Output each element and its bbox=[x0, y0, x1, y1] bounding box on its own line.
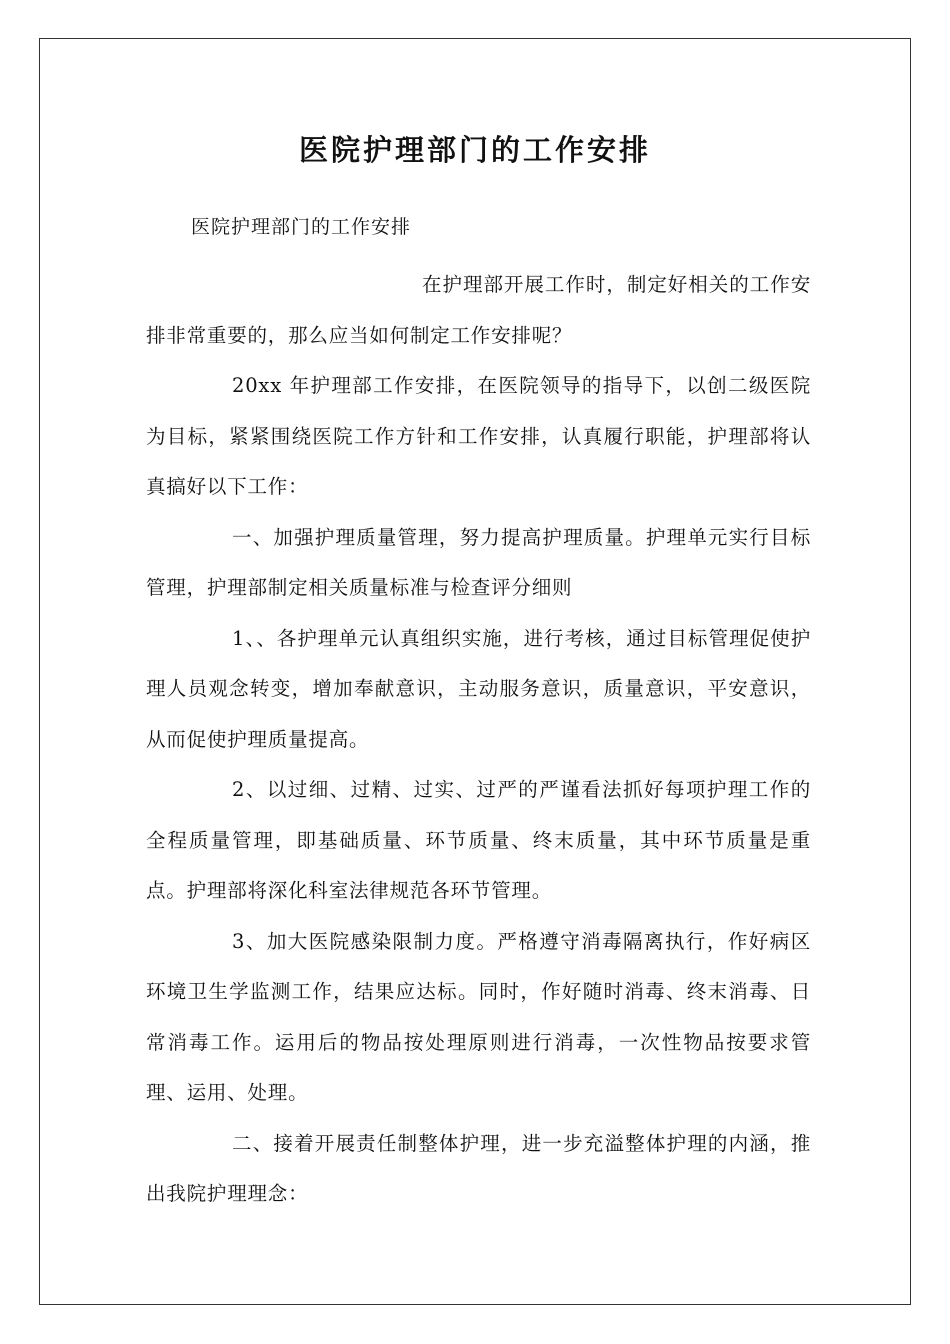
document-title: 医院护理部门的工作安排 bbox=[298, 133, 651, 167]
paragraph-section-two: 二、接着开展责任制整体护理，进一步充溢整体护理的内涵，推出我院护理理念： bbox=[146, 1131, 811, 1205]
paragraph-section-one: 一、加强护理质量管理，努力提高护理质量。护理单元实行目标管理，护理部制定相关质量标准与检查评分细则 bbox=[146, 525, 811, 599]
document-body bbox=[146, 260, 811, 1220]
paragraph-intro: 在护理部开展工作时，制定好相关的工作安排非常重要的，那么应当如何制定工作安排呢？ bbox=[146, 273, 811, 347]
paragraph-item-two: 2、以过细、过精、过实、过严的严谨看法抓好每项护理工作的全程质量管理，即基础质量、环节质量、终末质量，其中环节质量是重点。护理部将深化科室法律规范各环节管理。 bbox=[146, 778, 811, 902]
document-subtitle: 医院护理部门的工作安排 bbox=[191, 216, 412, 238]
paragraph-item-one: 1、、各护理单元认真组织实施，进行考核，通过目标管理促使护理人员观念转变，增加奉献意识，主动服务意识，质量意识，平安意识，从而促使护理质量提高。 bbox=[146, 626, 811, 751]
paragraph-item-three: 3、加大医院感染限制力度。严格遵守消毒隔离执行，作好病区环境卫生学监测工作，结果应达标。同时，作好随时消毒、终末消毒、日常消毒工作。运用后的物品按处理原则进行消毒，一次性物品按要求管理、运用、处理。 bbox=[146, 929, 811, 1104]
paragraph-overview: 20xx 年护理部工作安排，在医院领导的指导下，以创二级医院为目标，紧紧围绕医院工作方针和工作安排，认真履行职能，护理部将认真搞好以下工作： bbox=[146, 374, 811, 498]
